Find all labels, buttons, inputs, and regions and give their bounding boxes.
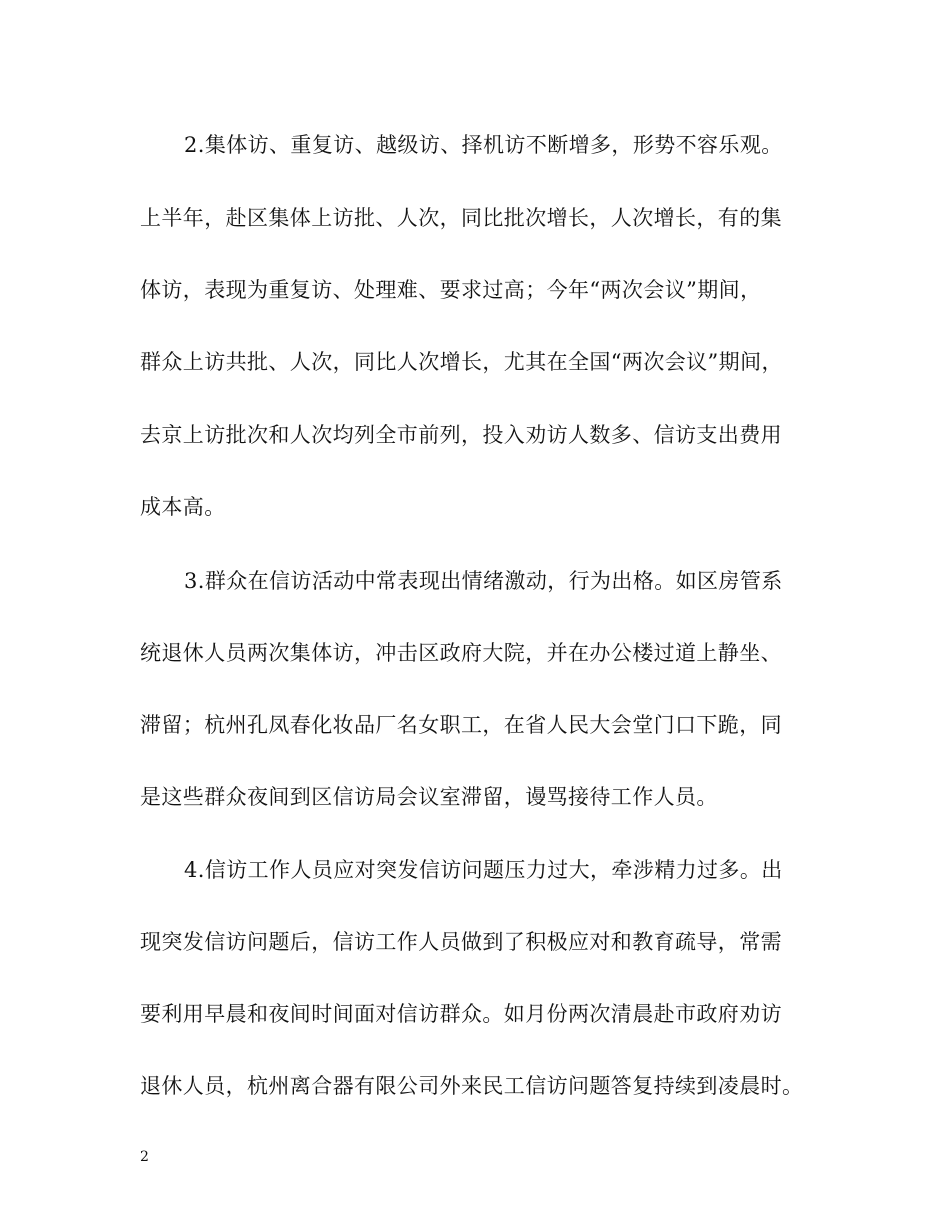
paragraph-2-line-6: 成本高。 — [140, 495, 226, 519]
paragraph-4-line-4: 退休人员，杭州离合器有限公司外来民工信访问题答复持续到凌晨时。 — [140, 1074, 804, 1098]
paragraph-4-line-2: 现突发信访问题后，信访工作人员做到了积极应对和教育疏导，常需 — [140, 930, 782, 954]
paragraph-2-line-4: 群众上访共批、人次，同比人次增长，尤其在全国“两次会议”期间， — [140, 350, 783, 374]
paragraph-4-line-3: 要利用早晨和夜间时间面对信访群众。如月份两次清晨赴市政府劝访 — [140, 1002, 782, 1026]
paragraph-2-line-1: 2.集体访、重复访、越级访、择机访不断增多，形势不容乐观。 — [184, 133, 783, 157]
paragraph-2-line-2: 上半年，赴区集体上访批、人次，同比批次增长，人次增长，有的集 — [140, 206, 782, 230]
paragraph-2-line-3: 体访，表现为重复访、处理难、要求过高；今年“两次会议”期间， — [140, 278, 762, 302]
page-number: 2 — [140, 1149, 149, 1165]
paragraph-2-line-5: 去京上访批次和人次均列全市前列，投入劝访人数多、信访支出费用 — [140, 423, 782, 447]
paragraph-3-line-2: 统退休人员两次集体访，冲击区政府大院，并在办公楼过道上静坐、 — [140, 641, 782, 665]
paragraph-3-line-1: 3.群众在信访活动中常表现出情绪激动，行为出格。如区房管系 — [184, 569, 783, 593]
paragraph-3-line-4: 是这些群众夜间到区信访局会议室滞留，谩骂接待工作人员。 — [140, 785, 718, 809]
paragraph-3-line-3: 滞留；杭州孔凤春化妆品厂名女职工，在省人民大会堂门口下跪，同 — [140, 713, 782, 737]
paragraph-4-line-1: 4.信访工作人员应对突发信访问题压力过大，牵涉精力过多。出 — [184, 858, 783, 882]
